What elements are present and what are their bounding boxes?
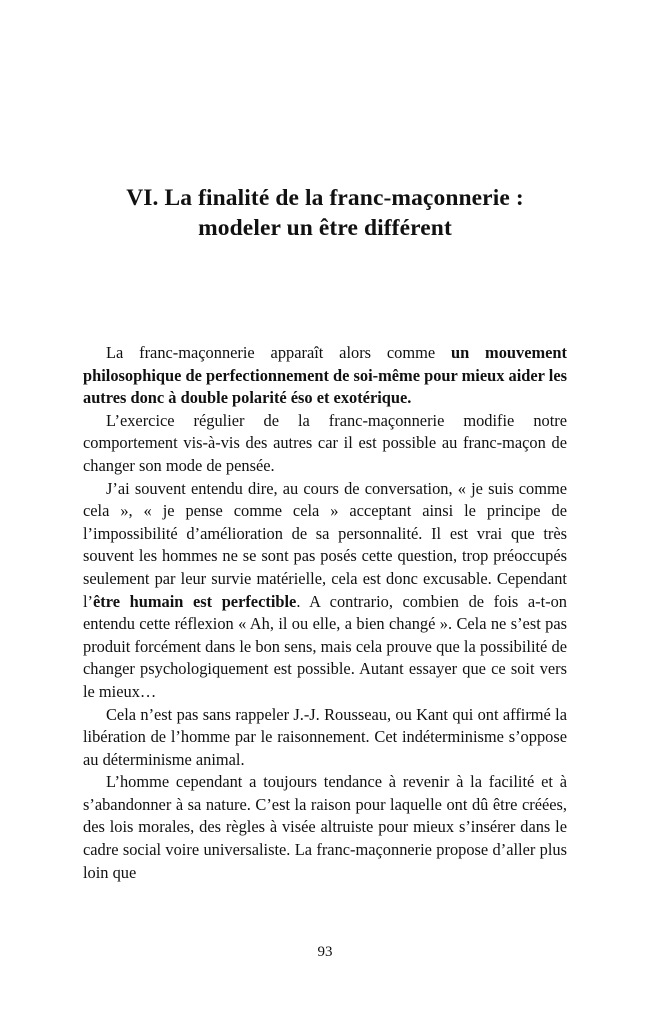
paragraph-2 [83, 410, 567, 478]
paragraph-3 [83, 478, 567, 704]
chapter-title [60, 183, 590, 243]
paragraph-3-text-start: J’ai souvent entendu dire, au cours de conversation, « je suis comme cela », « je pense comme cela » acceptant ainsi le principe de l’impossibilité d’amélioration de sa personnalité. Il est vrai que très souvent les hommes ne se sont pas posés cette question, trop préoccupés seulement par leur survie matérielle, cela est donc excusable. Cependant l’ [83, 478, 567, 611]
paragraph-5 [83, 771, 567, 884]
body-text [83, 342, 567, 884]
paragraph-2-text: L’exercice régulier de la franc-maçonnerie modifie notre comportement vis-à-vis des autres car il est possible au franc-maçon de changer son mode de pensée. [83, 410, 567, 475]
paragraph-4 [83, 704, 567, 772]
chapter-title-line-1: VI. La finalité de la franc-maçonnerie : [126, 185, 524, 211]
chapter-title-line-2: modeler un être différent [198, 215, 452, 241]
paragraph-1-text: La franc-maçonnerie apparaît alors comme [106, 343, 451, 362]
paragraph-1 [83, 342, 567, 410]
paragraph-5-text: L’homme cependant a toujours tendance à revenir à la facilité et à s’abandonner à sa nature. C’est la raison pour laquelle ont dû être créées, des lois morales, des règles à visée altruiste pour mieux s’insérer dans le cadre social voire universaliste. La franc-maçonnerie propose d’aller plus loin que [83, 772, 567, 882]
page-number: 93 [317, 944, 333, 960]
paragraph-3-emphasis: être humain est perfectible [93, 591, 297, 611]
paragraph-1-emphasis: un mouvement philosophique de perfectionnement de soi-même pour mieux aider les autres donc à double polarité éso et exotérique. [83, 343, 567, 408]
paragraph-3-text-end: . A contrario, combien de fois a-t-on entendu cette réflexion « Ah, il ou elle, a bien changé ». Cela ne s’est pas produit forcément dans le bon sens, mais cela prouve que la possibilité de changer psychologiquement est possible. Autant essayer que ce soit vers le mieux… [83, 591, 567, 701]
paragraph-4-text: Cela n’est pas sans rappeler J.-J. Rousseau, ou Kant qui ont affirmé la libération de l’homme par le raisonnement. Cet indéterminisme s’oppose au déterminisme animal. [83, 704, 567, 769]
